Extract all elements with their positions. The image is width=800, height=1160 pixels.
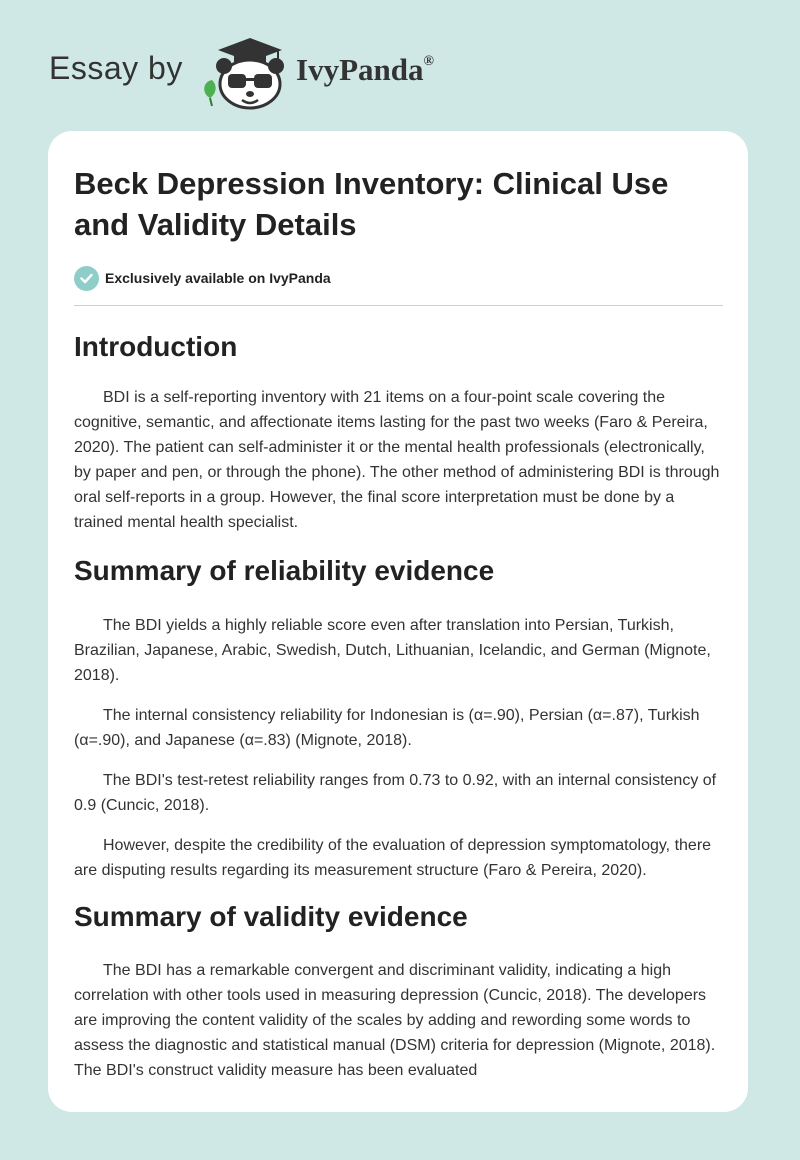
title-divider — [74, 305, 723, 306]
section-heading-introduction: Introduction — [74, 331, 238, 362]
article-title: Beck Depression Inventory: Clinical Use and Validity Details — [74, 166, 669, 242]
site-header — [0, 0, 800, 130]
paragraph: However, despite the credibility of the evaluation of depression symptomatology, there are disputing results regarding its measurement structure (Faro & Pereira, 2020). — [74, 837, 712, 879]
section-heading-validity: Summary of validity evidence — [74, 901, 468, 932]
paragraph: The BDI yields a highly reliable score even after translation into Persian, Turkish, Brazilian, Japanese, Arabic, Swedish, Dutch, Lithuanian, Icelandic, and German (Mignote, 2018). — [74, 617, 711, 684]
exclusive-label: Exclusively available on IvyPanda — [105, 270, 331, 286]
brand-name[interactable] — [296, 52, 434, 88]
paragraph: The BDI has a remarkable convergent and discriminant validity, indicating a high correlation with other tools used in measuring depression (Cuncic, 2018). The developers are improving the content validity of the scales by adding and rewording some words to assess the diagnostic and statistical manual (DSM) criteria for depression (Mignote, 2018). The BDI's construct validity measure has been evaluated — [74, 962, 716, 1079]
article-card — [48, 131, 748, 1112]
essay-by-label: Essay by — [49, 50, 183, 86]
registered-mark: ® — [423, 54, 434, 69]
check-circle-icon — [74, 266, 99, 291]
exclusive-badge — [74, 265, 724, 291]
section-heading-reliability: Summary of reliability evidence — [74, 555, 495, 586]
brand-text: IvyPanda — [296, 52, 424, 87]
article-content — [74, 163, 724, 1083]
paragraph: The BDI's test-retest reliability ranges from 0.73 to 0.92, with an internal consistency of 0.9 (Cuncic, 2018). — [74, 772, 717, 814]
paragraph: The internal consistency reliability for Indonesian is (α=.90), Persian (α=.87), Turkish (α=.90), and Japanese (α=.83) (Mignote, 2018). — [74, 707, 700, 749]
panda-logo-icon[interactable] — [198, 36, 290, 110]
paragraph: BDI is a self-reporting inventory with 21 items on a four-point scale covering the cognitive, semantic, and affectionate items lasting for the past two weeks (Faro & Pereira, 2020). The patient can self-administer it or the mental health professionals (electronically, by paper and pen, or through the phone). The other method of administering BDI is through oral self-reports in a group. However, the final score interpretation must be done by a trained mental health specialist. — [74, 389, 720, 531]
